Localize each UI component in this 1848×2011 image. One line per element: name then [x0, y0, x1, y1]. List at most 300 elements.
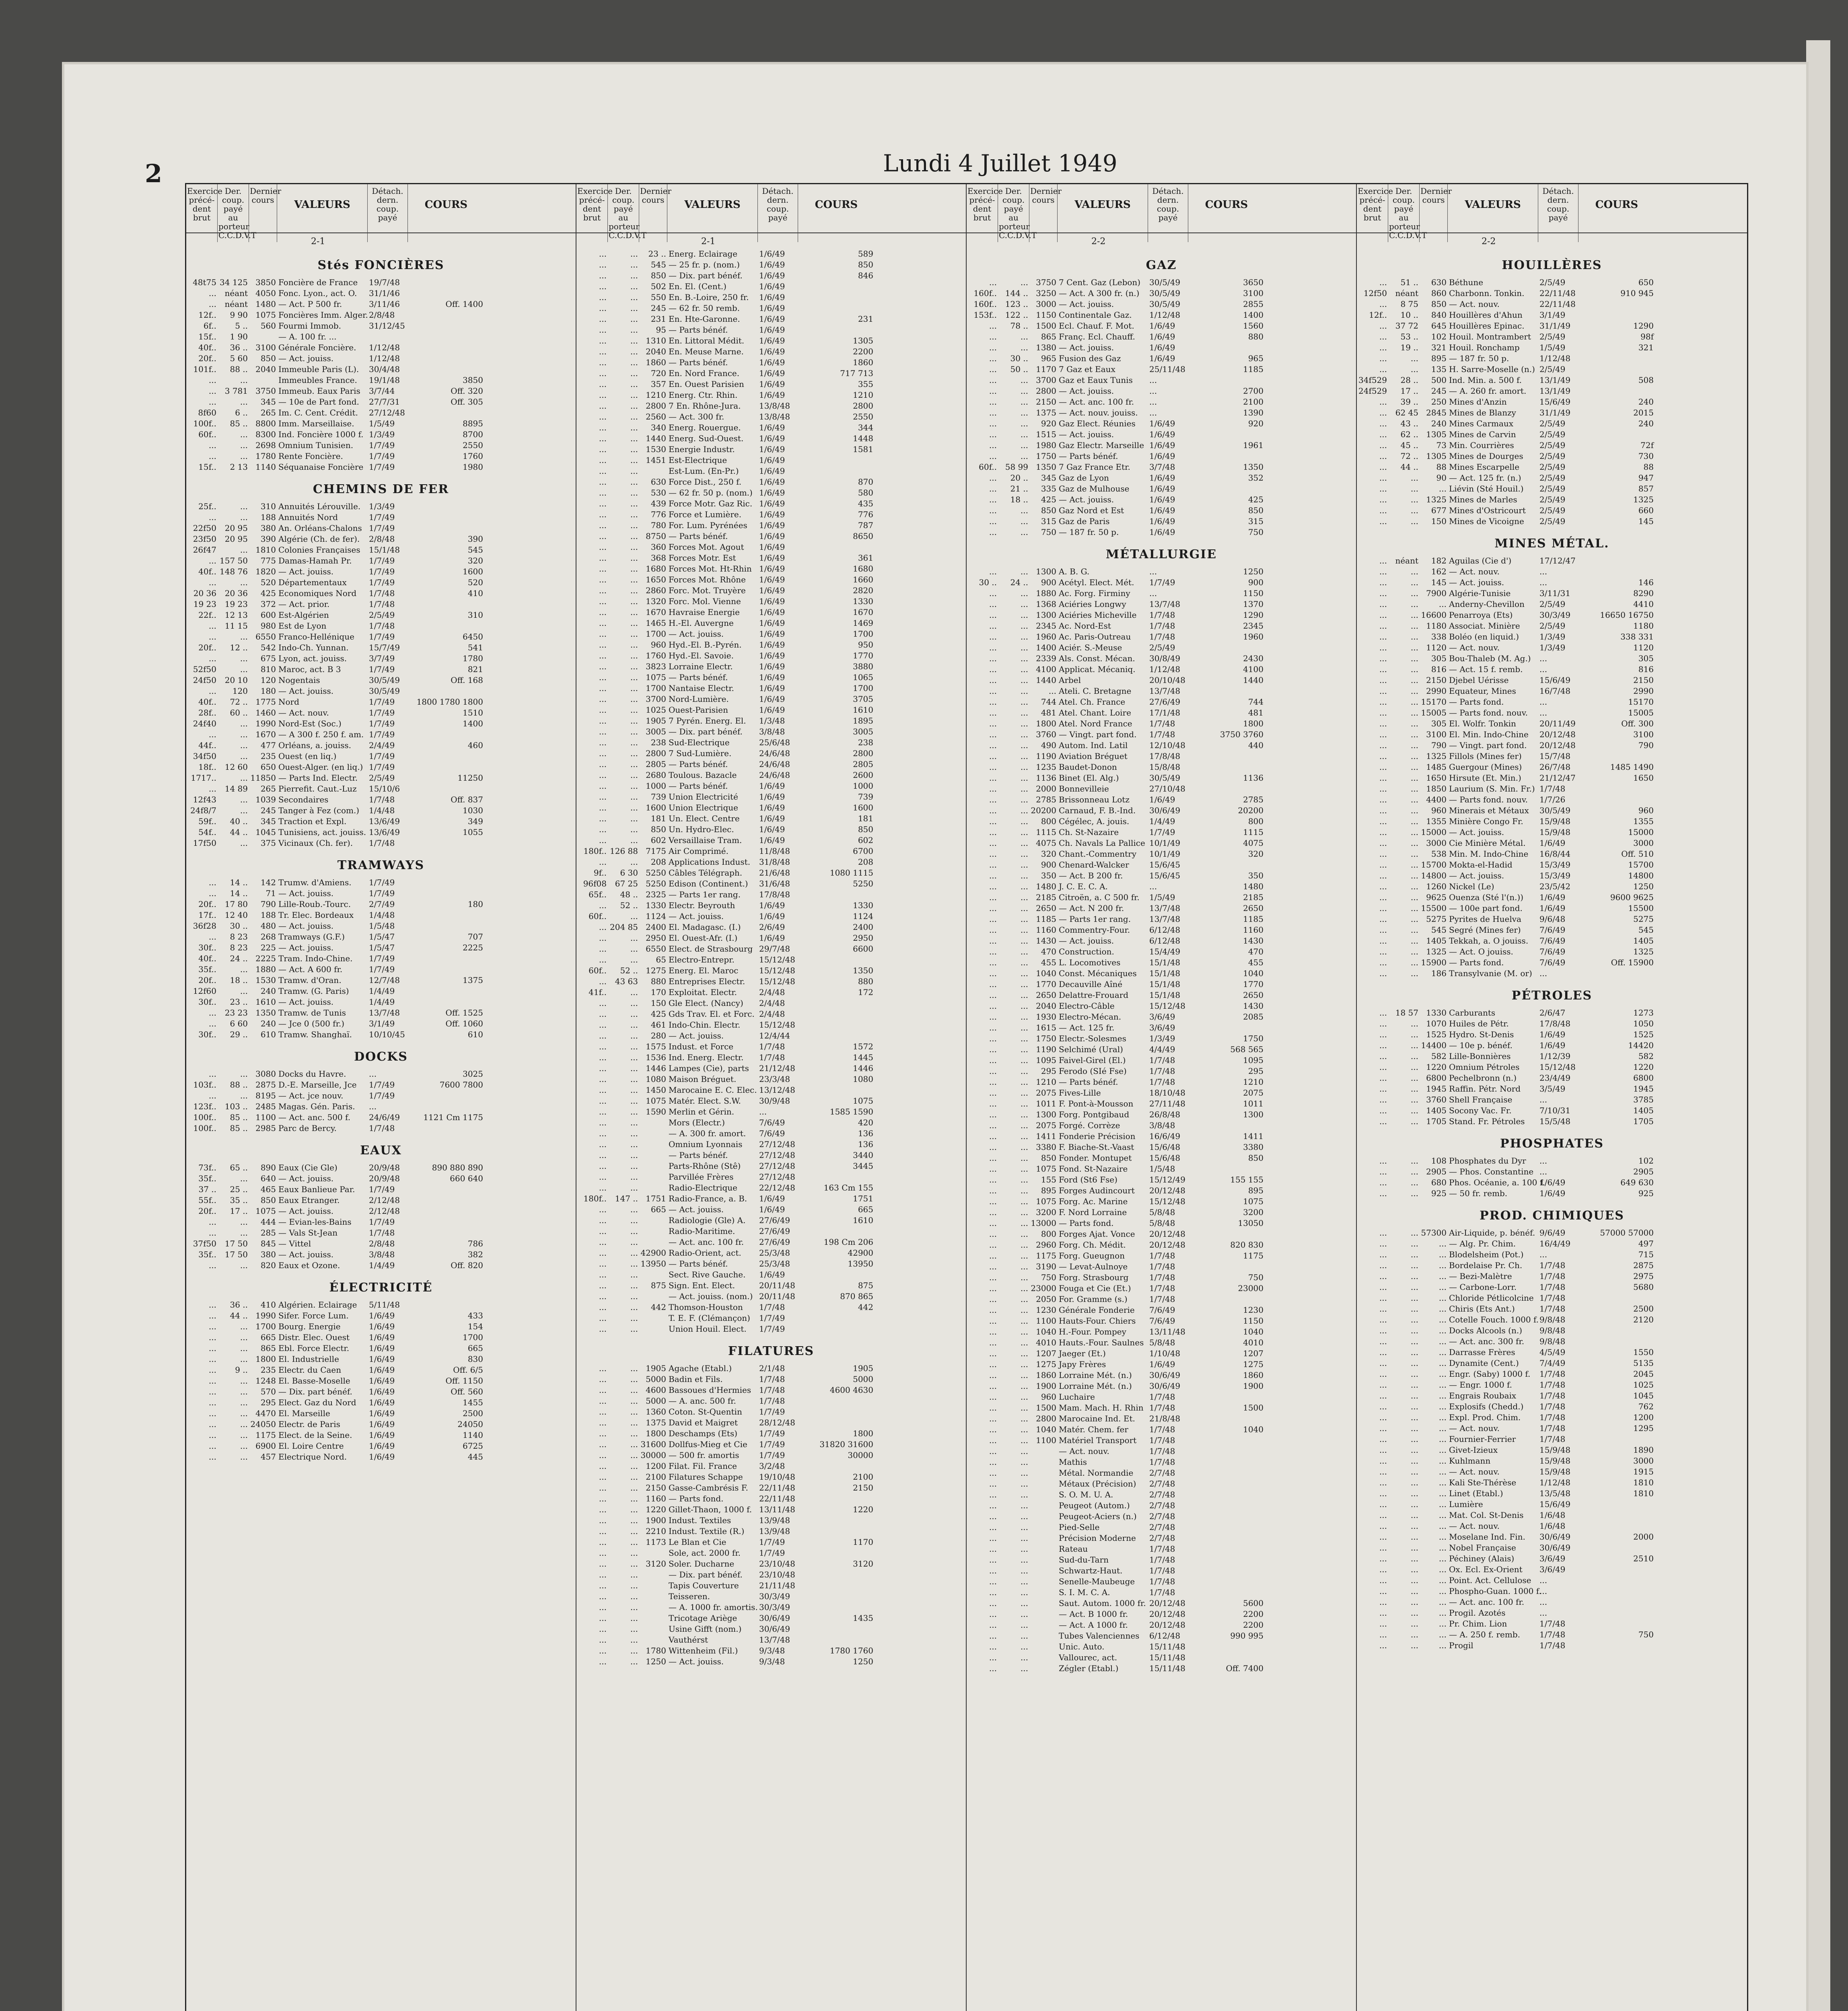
cell-dernier: 1930	[1036, 1012, 1056, 1022]
cell-dernier: 3100	[1426, 730, 1447, 739]
cell-coupon: ...	[240, 502, 248, 511]
cell-detach: 1/6/49	[759, 368, 785, 378]
quote-row	[186, 1354, 576, 1365]
cell-dernier: 7175	[646, 846, 666, 856]
cell-coupon: ...	[1020, 1425, 1028, 1434]
quote-row	[576, 335, 966, 346]
cell-cours: 1075	[1243, 1197, 1264, 1206]
cell-valeurs: Immeuble Paris (L).	[278, 364, 359, 374]
cell-detach: 1/7/49	[369, 556, 395, 565]
quote-row	[967, 968, 1356, 979]
cell-cours: 1300	[1243, 1110, 1264, 1119]
cell-exercice: ...	[208, 1322, 216, 1331]
cell-exercice: ...	[599, 325, 607, 335]
cell-cours: 4075	[1243, 838, 1264, 848]
cell-cours: 3705	[853, 694, 873, 704]
section-title: EAUX	[360, 1143, 402, 1158]
cell-exercice: ...	[1379, 914, 1387, 924]
cell-exercice: ...	[989, 1533, 997, 1543]
cell-cours	[1578, 386, 1655, 397]
quote-row	[576, 965, 966, 976]
col-header-detach: Détach. dern. coup. payé	[368, 184, 408, 242]
quote-row	[967, 946, 1356, 957]
cell-valeurs: Gaz Elect. Réunies	[1059, 419, 1136, 428]
quote-row	[576, 672, 966, 683]
cell-dernier: 1368	[1036, 599, 1056, 609]
cell-coupon: ...	[1020, 621, 1028, 631]
quote-row	[576, 1085, 966, 1096]
cell-exercice: ...	[1379, 354, 1387, 363]
cell-dernier: 3005	[646, 727, 666, 736]
cell-dernier: ...	[1438, 1499, 1447, 1509]
cell-valeurs: — Act. jouiss.	[669, 1031, 724, 1040]
cell-valeurs: Mokta-el-Hadid	[1449, 860, 1513, 870]
cell-dernier: 865	[1041, 332, 1056, 341]
cell-cours	[798, 292, 875, 303]
cell-cours: 155 155	[1230, 1175, 1264, 1184]
cell-detach: 1/7/48	[1149, 730, 1175, 739]
cell-dernier: 860	[1431, 288, 1447, 298]
cell-coupon: 24 ..	[1010, 578, 1028, 587]
cell-dernier: ...	[1438, 1597, 1447, 1607]
cell-coupon: ...	[1410, 1106, 1418, 1115]
cell-exercice: ...	[989, 1566, 997, 1575]
cell-exercice: ...	[989, 730, 997, 739]
cell-coupon: ...	[1020, 892, 1028, 902]
cell-valeurs: — Act. 125 fr. (n.)	[1449, 473, 1521, 483]
cell-cours: 1430	[1243, 936, 1264, 946]
cell-coupon: ...	[1410, 719, 1418, 728]
cell-detach: 3/11/31	[1539, 588, 1571, 598]
cell-detach: 1/7/48	[1149, 1425, 1175, 1434]
cell-valeurs: Pierrefit. Caut.-Luz	[278, 784, 357, 794]
cell-valeurs: Fonc. Lyon., act. O.	[278, 288, 357, 298]
cell-dernier: 188	[260, 910, 276, 920]
quote-row	[186, 440, 576, 451]
cell-detach: 30/8/49	[1149, 654, 1181, 663]
cell-cours	[408, 512, 484, 523]
cell-valeurs: En. Nord France.	[669, 368, 740, 378]
cell-exercice: ...	[208, 397, 216, 407]
cell-coupon: ...	[630, 314, 638, 324]
cell-dernier: 2075	[1036, 1121, 1056, 1130]
cell-dernier: 15005	[1421, 708, 1447, 718]
cell-exercice: ...	[599, 510, 607, 519]
cell-cours	[798, 466, 875, 477]
cell-cours	[408, 1206, 484, 1217]
cell-detach: 15/6/45	[1149, 871, 1181, 880]
cell-exercice: ...	[599, 1281, 607, 1290]
quote-row	[576, 325, 966, 335]
cell-coupon: 50 ..	[1010, 364, 1028, 374]
cell-detach: 15/12/48	[759, 955, 795, 964]
cell-coupon: ...	[1410, 364, 1418, 374]
cell-exercice: ...	[989, 1587, 997, 1597]
cell-exercice: ...	[989, 1446, 997, 1456]
cell-dernier: 310	[260, 502, 276, 511]
cell-detach: 1/3/48	[759, 716, 785, 726]
quote-row	[576, 553, 966, 563]
cell-cours: 8700	[463, 430, 483, 439]
cell-coupon: ...	[1410, 1402, 1418, 1411]
quote-row	[576, 1128, 966, 1139]
cell-valeurs: Construction.	[1059, 947, 1114, 956]
cell-dernier: ...	[1438, 1543, 1447, 1552]
cell-valeurs: Eaux Banlieue Par.	[278, 1184, 355, 1194]
cell-cours: 3100	[1243, 288, 1264, 298]
quote-row	[576, 259, 966, 270]
cell-valeurs: — Act. jouiss.	[1059, 343, 1114, 352]
cell-detach: 31/1/49	[1539, 321, 1571, 331]
quote-row	[576, 857, 966, 868]
cell-coupon: 48 ..	[620, 890, 638, 899]
panel	[576, 184, 967, 2011]
cell-detach: 1/6/49	[759, 792, 785, 802]
cell-dernier: 2905	[1426, 1167, 1447, 1176]
quote-row	[576, 422, 966, 433]
cell-valeurs: Tram. Indo-Chine.	[278, 954, 353, 963]
section-title: ÉLECTRICITÉ	[329, 1281, 433, 1295]
cell-valeurs: Algérien. Eclairage	[278, 1300, 357, 1310]
cell-valeurs: Nobel Française	[1449, 1543, 1516, 1552]
quote-row	[967, 1240, 1356, 1250]
cell-exercice: ...	[599, 1042, 607, 1051]
cell-cours: 1207	[1243, 1349, 1264, 1358]
cell-detach: 1/6/49	[759, 542, 785, 552]
cell-cours	[408, 997, 484, 1008]
cell-detach: 1/7/48	[1149, 1392, 1175, 1402]
cell-exercice: ...	[599, 1085, 607, 1095]
cell-valeurs: — Parts 1er rang.	[1059, 914, 1131, 924]
cell-coupon: ...	[1020, 1142, 1028, 1152]
cell-exercice: 40f..	[198, 343, 216, 352]
quote-row	[576, 1656, 966, 1667]
cell-cours: 180	[467, 899, 483, 909]
cell-exercice: ...	[1379, 1228, 1387, 1238]
cell-coupon: ...	[1410, 1040, 1418, 1050]
cell-dernier: 1320	[646, 596, 666, 606]
cell-valeurs: Sign. Ent. Elect.	[669, 1281, 735, 1290]
cell-exercice: ...	[989, 1338, 997, 1347]
cell-cours	[798, 1269, 875, 1280]
cell-cours: 1355	[1633, 816, 1654, 826]
cell-cours: 2550	[853, 412, 873, 422]
cell-cours: 2550	[463, 440, 483, 450]
cell-valeurs: Electr. Beyrouth	[669, 901, 735, 910]
cell-exercice: ...	[989, 1218, 997, 1228]
cell-cours: 3650	[1243, 278, 1264, 287]
cell-dernier: 380	[260, 523, 276, 533]
cell-cours: 6800	[1633, 1073, 1654, 1083]
cell-valeurs: Kuhlmann	[1449, 1456, 1491, 1466]
cell-exercice: ...	[989, 914, 997, 924]
cell-coupon: ...	[240, 986, 248, 996]
cell-coupon: ...	[240, 1174, 248, 1183]
cell-exercice: ...	[1379, 1156, 1387, 1166]
cell-valeurs: — Act. jouiss.	[278, 943, 334, 952]
cell-valeurs: 7 Gaz et Eaux	[1059, 364, 1115, 374]
cell-dernier: 920	[1041, 419, 1056, 428]
cell-dernier: 800	[1041, 1229, 1056, 1239]
cell-coupon: ...	[240, 1409, 248, 1418]
quote-row	[967, 1218, 1356, 1229]
cell-coupon: 20 36	[224, 588, 248, 598]
cell-valeurs: Citroën, a. C 500 fr.	[1059, 892, 1140, 902]
cell-exercice: ...	[989, 599, 997, 609]
cell-coupon: 72 ..	[230, 697, 248, 707]
quote-row	[1357, 1166, 1747, 1177]
cell-detach: 1/6/49	[759, 379, 785, 389]
cell-detach: 2/7/48	[1149, 1479, 1175, 1489]
cell-coupon: ...	[1020, 1001, 1028, 1011]
cell-dernier: 245	[650, 303, 666, 313]
quote-row	[1357, 870, 1747, 881]
cell-exercice: ...	[599, 803, 607, 812]
cell-coupon: ...	[1410, 1565, 1418, 1574]
cell-dernier: 677	[1431, 506, 1447, 515]
cell-valeurs: Forgé. Corrèze	[1059, 1121, 1120, 1130]
cell-exercice: ...	[989, 1349, 997, 1358]
cell-dernier: 280	[650, 1031, 666, 1040]
cell-dernier: ...	[1438, 484, 1447, 493]
cell-cours: 2200	[1243, 1609, 1264, 1619]
cell-dernier: 135	[1431, 364, 1447, 374]
cell-valeurs: Ateli. C. Bretagne	[1059, 686, 1132, 696]
cell-coupon: ...	[1020, 1229, 1028, 1239]
quote-row	[1357, 946, 1747, 957]
cell-valeurs: Tekkah, a. O jouiss.	[1449, 936, 1529, 946]
cell-cours: 2075	[1243, 1088, 1264, 1098]
cell-coupon: ...	[630, 1646, 638, 1655]
cell-exercice: ...	[989, 1305, 997, 1315]
cell-detach: 1/7/49	[369, 512, 395, 522]
cell-cours: 8650	[853, 531, 873, 541]
quote-row	[186, 566, 576, 577]
cell-detach: 17/1/48	[1149, 708, 1181, 718]
cell-valeurs: Ecl. Chauf. F. Mot.	[1059, 321, 1134, 331]
cell-coupon: 14 89	[224, 784, 248, 794]
cell-valeurs: — Act. 300 fr.	[669, 412, 724, 422]
cell-exercice: ...	[989, 958, 997, 967]
cell-cours: 1600	[853, 803, 873, 812]
quote-row	[576, 1363, 966, 1374]
quote-row	[186, 299, 576, 310]
cell-valeurs: Teisseren.	[669, 1592, 710, 1601]
cell-cours: 2000	[1633, 1532, 1654, 1542]
cell-cours	[1188, 1576, 1265, 1587]
cell-dernier: 1860	[1036, 1370, 1056, 1380]
quote-row	[576, 1374, 966, 1385]
cell-dernier: 8800	[255, 419, 276, 428]
cell-dernier: 1275	[646, 966, 666, 975]
cell-exercice: ...	[989, 816, 997, 826]
quote-row	[967, 299, 1356, 310]
cell-exercice: ...	[1379, 516, 1387, 526]
cell-detach: 17/12/47	[1539, 556, 1576, 565]
cell-dernier: 1650	[646, 575, 666, 584]
cell-detach: 1/6/49	[1149, 419, 1175, 428]
quote-row	[576, 1439, 966, 1450]
column-index: 2-2	[1091, 236, 1106, 247]
cell-coupon: ...	[630, 1259, 638, 1269]
cell-cours: 660	[1638, 506, 1654, 515]
cell-coupon: ...	[1410, 1369, 1418, 1379]
quote-row	[967, 621, 1356, 631]
quote-row	[967, 881, 1356, 892]
quote-row	[576, 889, 966, 900]
quote-row	[967, 1055, 1356, 1066]
cell-valeurs: Indust. Textiles	[669, 1515, 731, 1525]
quote-row	[1357, 1282, 1747, 1293]
cell-exercice: ...	[1379, 664, 1387, 674]
cell-exercice: ...	[599, 792, 607, 802]
quote-row	[1357, 1293, 1747, 1304]
cell-valeurs: T. E. F. (Clémançon)	[669, 1313, 750, 1323]
cell-detach: 1/7/48	[1539, 1391, 1566, 1400]
cell-detach: 27/12/48	[759, 1161, 795, 1171]
cell-valeurs: — 100e part fond.	[1449, 903, 1523, 913]
cell-coupon: ...	[630, 1570, 638, 1579]
cell-coupon: ...	[1410, 1586, 1418, 1596]
cell-dernier: 1480	[1036, 882, 1056, 891]
cell-detach: 1/6/49	[759, 1205, 785, 1214]
cell-cours: 1500	[1243, 1403, 1264, 1413]
cell-detach: 1/6/49	[759, 911, 785, 921]
cell-exercice: ...	[599, 781, 607, 791]
cell-cours	[408, 364, 484, 375]
cell-dernier	[1029, 1478, 1058, 1489]
cell-cours	[408, 310, 484, 321]
cell-detach: 1/6/49	[759, 607, 785, 617]
cell-exercice: ...	[1379, 1380, 1387, 1390]
cell-detach: 1/6/49	[759, 814, 785, 823]
cell-detach: 9/6/48	[1539, 914, 1566, 924]
cell-detach: 3/7/49	[369, 654, 395, 663]
quote-row	[967, 1631, 1356, 1641]
cell-exercice: ...	[989, 1468, 997, 1478]
cell-detach: 2/5/49	[369, 610, 395, 620]
col-header-valeurs: VALEURS	[1448, 184, 1538, 242]
cell-detach: 13/11/48	[759, 1505, 795, 1514]
quote-row	[186, 783, 576, 794]
quote-row	[967, 979, 1356, 990]
cell-exercice: ...	[989, 719, 997, 728]
cell-detach: 30/5/49	[1149, 299, 1181, 309]
cell-valeurs: — Act. nouv. jouiss.	[1059, 408, 1138, 417]
cell-cours: 20200	[1238, 806, 1264, 815]
cell-coupon: ...	[630, 401, 638, 411]
cell-exercice: ...	[599, 1259, 607, 1269]
cell-exercice: ...	[599, 368, 607, 378]
quote-row	[186, 353, 576, 364]
cell-dernier: 321	[1431, 343, 1447, 352]
cell-exercice: ...	[208, 512, 216, 522]
cell-coupon: 62 ..	[1400, 430, 1418, 439]
cell-dernier: 1360	[646, 1407, 666, 1417]
cell-exercice: ...	[599, 1363, 607, 1373]
cell-exercice: ...	[599, 662, 607, 671]
cell-exercice: 34f50	[193, 751, 216, 761]
cell-dernier: ...	[1438, 1402, 1447, 1411]
section-title: CHEMINS DE FER	[313, 482, 449, 496]
cell-coupon: ...	[630, 1483, 638, 1493]
cell-valeurs: Ch. Navals La Pallice	[1059, 838, 1145, 848]
cell-dernier: 1136	[1036, 773, 1056, 783]
cell-dernier: 4050	[255, 288, 276, 298]
cell-valeurs: Nickel (Le)	[1449, 882, 1494, 891]
quote-row	[1357, 483, 1747, 494]
cell-detach: 1/7/49	[369, 632, 395, 642]
cell-exercice: 153f..	[973, 310, 997, 320]
cell-detach: 22/11/48	[759, 1494, 795, 1503]
cell-exercice: ...	[1379, 451, 1387, 461]
cell-dernier: 1775	[255, 697, 276, 707]
cell-dernier	[1029, 1598, 1058, 1609]
quote-row	[1357, 1586, 1747, 1597]
cell-dernier: 1405	[1426, 936, 1447, 946]
quote-row	[967, 494, 1356, 505]
quote-row	[967, 577, 1356, 588]
cell-detach: 15/9/48	[1539, 1456, 1571, 1466]
cell-exercice: ...	[599, 542, 607, 552]
cell-detach: 1/6/49	[1539, 903, 1566, 913]
cell-detach: 15/1/48	[1149, 990, 1181, 1000]
cell-cours: 240	[1638, 419, 1654, 428]
quote-row	[967, 1077, 1356, 1088]
cell-dernier: 560	[260, 321, 276, 331]
cell-exercice: ...	[599, 1172, 607, 1182]
quote-row	[576, 1504, 966, 1515]
cell-valeurs: Trumw. d'Amiens.	[278, 878, 352, 887]
cell-cours: 344	[858, 423, 873, 432]
cell-detach: 7/6/49	[1539, 925, 1566, 935]
cell-exercice: ...	[599, 1396, 607, 1406]
cell-coupon: ...	[1020, 1446, 1028, 1456]
cell-exercice: ...	[1379, 1467, 1387, 1476]
cell-valeurs: Saut. Autom. 1000 fr.	[1059, 1598, 1146, 1608]
cell-exercice: 12f..	[1369, 310, 1387, 320]
cell-detach: 29/7/48	[759, 944, 790, 954]
cell-coupon: ...	[1020, 849, 1028, 859]
cell-cours: 850	[1248, 1153, 1264, 1163]
cell-valeurs: Electro-Câble	[1059, 1001, 1115, 1011]
quote-row	[576, 1291, 966, 1302]
cell-valeurs: Union Houil. Elect.	[669, 1324, 747, 1334]
column-header-row	[1357, 184, 1747, 240]
cell-dernier: 5000	[646, 1374, 666, 1384]
cell-detach: 23/3/48	[759, 1074, 790, 1084]
quote-row	[576, 281, 966, 292]
cell-coupon: ...	[630, 1063, 638, 1073]
cell-dernier: 372	[260, 599, 276, 609]
cell-coupon: ...	[1410, 1030, 1418, 1039]
cell-detach: 1/7/49	[369, 664, 395, 674]
cell-cours	[408, 729, 484, 740]
cell-coupon: 43 63	[615, 977, 638, 986]
cell-coupon: ...	[1020, 936, 1028, 946]
quote-row	[576, 629, 966, 639]
cell-coupon: ...	[1020, 914, 1028, 924]
cell-valeurs: Parc de Bercy.	[278, 1123, 337, 1133]
quote-row	[576, 314, 966, 325]
cell-detach: 13/7/48	[1149, 914, 1181, 924]
cell-cours	[1188, 783, 1265, 794]
cell-coupon: ...	[1020, 1186, 1028, 1195]
cell-dernier: 1525	[1426, 1030, 1447, 1039]
cell-cours: 198 Cm 206	[823, 1237, 873, 1247]
cell-exercice: ...	[989, 364, 997, 374]
cell-dernier: 1700	[255, 1322, 276, 1331]
